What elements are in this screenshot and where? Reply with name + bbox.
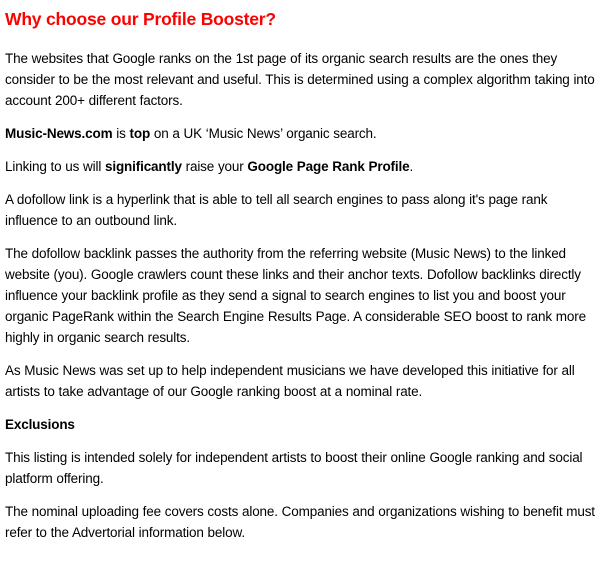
paragraph-dofollow-backlink: The dofollow backlink passes the authority from the referring website (Music News) to the linked website (you). Google crawlers count these links and their anchor texts. Dofollow backlinks directly influence your backlink profile as they send a signal to search engines to list you and boost your organic PageRank within the Search Engine Results Page. A considerable SEO boost to rank more highly in organic search results. [5,246,586,345]
page-heading: Why choose our Profile Booster? [5,9,276,29]
paragraph-nominal-fee: The nominal uploading fee covers costs alone. Companies and organizations wishing to benefit must refer to the Advertorial information below. [5,504,595,540]
exclusions-subheading: Exclusions [5,417,75,432]
paragraph-music-news-top: Music-News.com is top on a UK ‘Music News’ organic search. [5,126,377,141]
paragraph-initiative: As Music News was set up to help independent musicians we have developed this initiative for all artists to take advantage of our Google ranking boost at a nominal rate. [5,363,575,399]
paragraph-listing-intent: This listing is intended solely for independent artists to boost their online Google ranking and social platform offering. [5,450,583,486]
paragraph-dofollow-definition: A dofollow link is a hyperlink that is able to tell all search engines to pass along it's page rank influence to an outbound link. [5,192,548,228]
paragraph-intro: The websites that Google ranks on the 1st page of its organic search results are the ones they consider to be the most relevant and useful. This is determined using a complex algorithm taking into account 200+ different factors. [5,51,595,108]
paragraph-linking: Linking to us will significantly raise your Google Page Rank Profile. [5,159,414,174]
